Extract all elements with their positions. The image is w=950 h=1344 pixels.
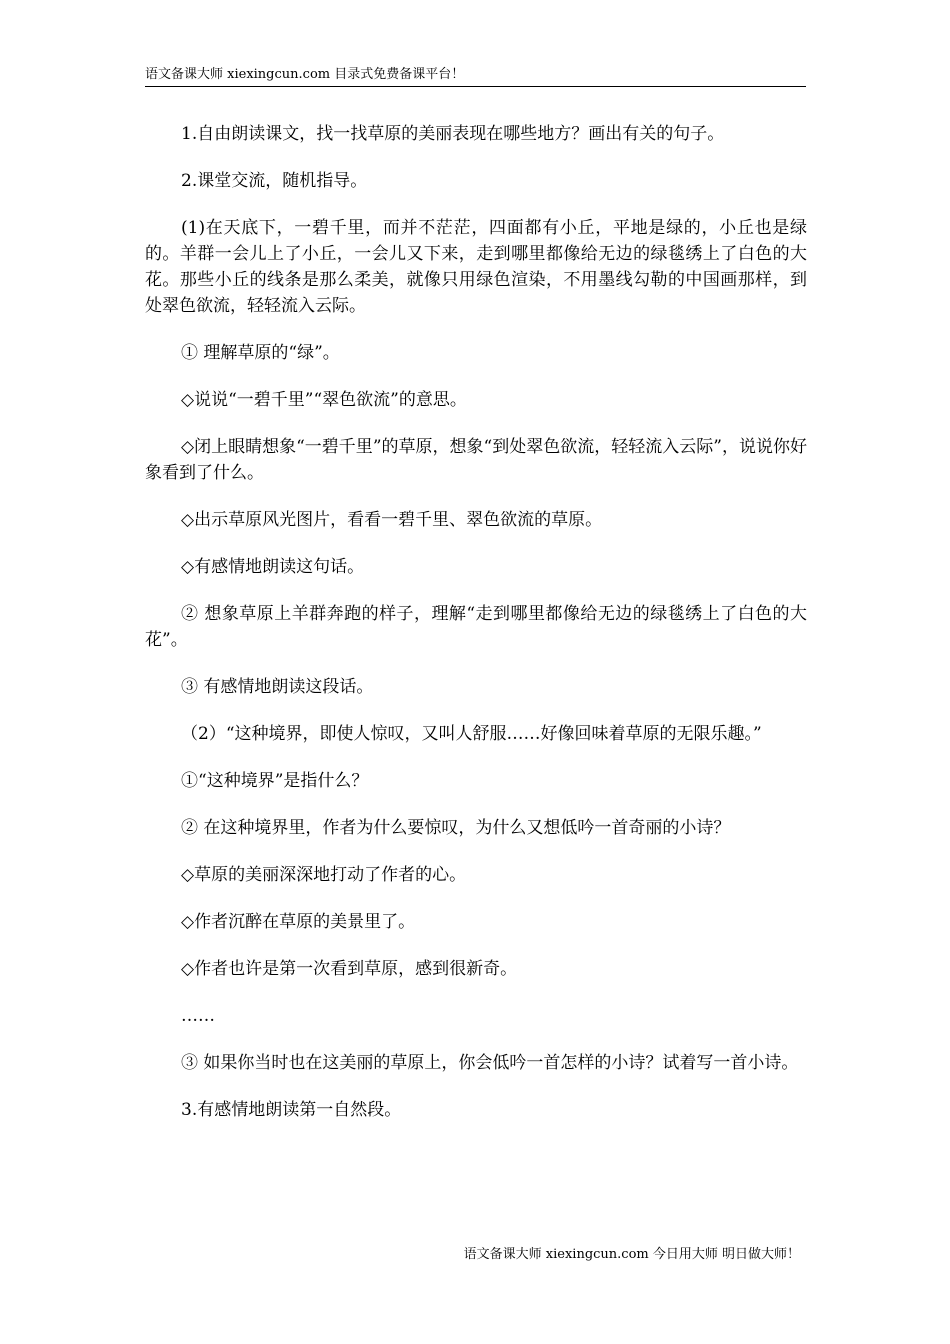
page-footer: 语文备课大师 xiexingcun.com 今日用大师 明日做大师！	[463, 1247, 800, 1262]
document-body	[145, 121, 807, 1144]
paragraph: （2）“这种境界，即使人惊叹，又叫人舒服……好像回味着草原的无限乐趣。”	[181, 724, 762, 744]
paragraph: ③ 有感情地朗读这段话。	[181, 677, 374, 697]
paragraph: ② 在这种境界里，作者为什么要惊叹，为什么又想低吟一首奇丽的小诗？	[181, 818, 731, 838]
paragraph: ② 想象草原上羊群奔跑的样子，理解“走到哪里都像给无边的绿毯绣上了白色的大花”。	[145, 604, 807, 650]
paragraph: ◇有感情地朗读这句话。	[181, 557, 365, 577]
paragraph: ……	[181, 1006, 215, 1026]
paragraph: ◇说说“一碧千里”“翠色欲流”的意思。	[181, 390, 467, 410]
paragraph: ③ 如果你当时也在这美丽的草原上，你会低吟一首怎样的小诗？试着写一首小诗。	[181, 1053, 799, 1073]
paragraph: ① 理解草原的“绿”。	[181, 343, 340, 363]
paragraph: ◇闭上眼睛想象“一碧千里”的草原，想象“到处翠色欲流，轻轻流入云际”，说说你好象看到了什么。	[145, 437, 807, 483]
paragraph: ①“这种境界”是指什么？	[181, 771, 369, 791]
paragraph: ◇作者也许是第一次看到草原，感到很新奇。	[181, 959, 518, 979]
paragraph: ◇草原的美丽深深地打动了作者的心。	[181, 865, 467, 885]
page-header: 语文备课大师 xiexingcun.com 目录式免费备课平台！	[145, 64, 806, 87]
paragraph: 1.自由朗读课文，找一找草原的美丽表现在哪些地方？画出有关的句子。	[181, 124, 725, 144]
paragraph: ◇出示草原风光图片，看看一碧千里、翠色欲流的草原。	[181, 510, 603, 530]
paragraph: 2.课堂交流，随机指导。	[181, 171, 368, 191]
paragraph: (1)在天底下，一碧千里，而并不茫茫，四面都有小丘，平地是绿的，小丘也是绿的。羊群一会儿上了小丘，一会儿又下来，走到哪里都像给无边的绿毯绣上了白色的大花。那些小丘的线条是那么柔美，就像只用绿色渲染，不用墨线勾勒的中国画那样，到处翠色欲流，轻轻流入云际。	[145, 218, 807, 316]
paragraph: ◇作者沉醉在草原的美景里了。	[181, 912, 416, 932]
paragraph: 3.有感情地朗读第一自然段。	[181, 1100, 402, 1120]
